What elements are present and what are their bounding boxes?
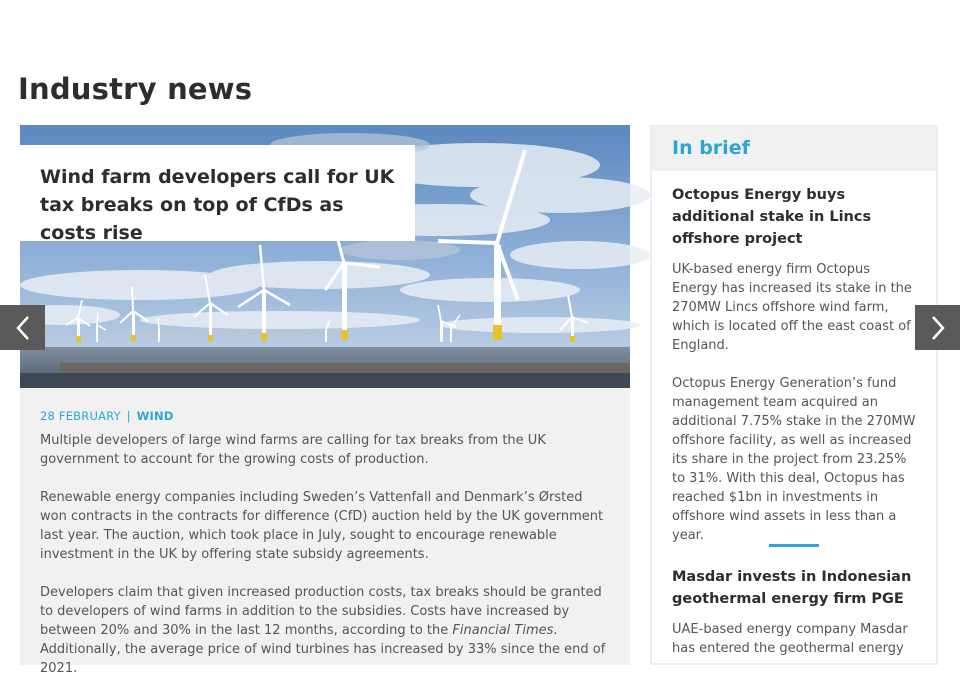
hero-image[interactable] (20, 125, 630, 388)
chevron-left-icon (13, 314, 33, 342)
article-paragraph (40, 583, 610, 678)
brief-item[interactable] (652, 566, 938, 658)
article-date: 28 FEBRUARY (40, 409, 121, 423)
article-category-link[interactable]: WIND (136, 409, 174, 423)
meta-separator: | (126, 409, 131, 423)
brief-item-title[interactable]: Octopus Energy buys additional stake in Lincs offshore project (672, 187, 872, 247)
article-headline[interactable]: Wind farm developers call for UK tax breaks on top of CfDs as costs rise (40, 166, 395, 244)
carousel-next-button[interactable] (915, 305, 960, 350)
section-title: Industry news (18, 72, 253, 106)
brief-item-text: UAE-based energy company Masdar has entered the geothermal energy (672, 622, 908, 656)
featured-article[interactable] (20, 125, 630, 676)
brief-item[interactable] (652, 184, 938, 545)
brief-divider (769, 544, 819, 547)
brief-item-text: Octopus Energy Generation’s fund management team acquired an additional 7.75% stake in the 270MW offshore facility, as well as increased its share in the project from 23.25% to 31%. With this deal, Octopus has reached $1bn in investments in offshore wind assets in less than a year. (672, 376, 916, 543)
brief-item-text: UK-based energy firm Octopus Energy has increased its stake in the 270MW Lincs offshore wind farm, which is located off the east coast of England. (672, 262, 912, 353)
source-name: Financial Times (452, 623, 554, 638)
article-body (40, 431, 610, 697)
carousel-prev-button[interactable] (0, 305, 45, 350)
article-meta (40, 409, 174, 423)
brief-item-title[interactable]: Masdar invests in Indonesian geothermal energy firm PGE (672, 569, 912, 607)
in-brief-panel (650, 125, 938, 665)
in-brief-header (652, 127, 936, 171)
in-brief-title: In brief (672, 137, 750, 159)
paragraph-text: Developers claim that given increased production costs, tax breaks should be granted to developers of wind farms in addition to the subsidies. Costs have increased by between 20% and 30% in the last 12 months, according to the (40, 585, 602, 638)
chevron-right-icon (928, 314, 948, 342)
paragraph-text: . Additionally, the average price of wind turbines has increased by 33% since the end of 2021. (40, 623, 606, 676)
article-paragraph: Renewable energy companies including Sweden’s Vattenfall and Denmark’s Ørsted won contracts in the contracts for difference (CfD) auction held by the UK government last year. The auction, which took place in July, sought to encourage renewable investment in the UK by offering state subsidy agreements. (40, 490, 604, 562)
article-paragraph: Multiple developers of large wind farms are calling for tax breaks from the UK government to account for the growing costs of production. (40, 433, 546, 467)
headline-box[interactable] (20, 145, 415, 244)
